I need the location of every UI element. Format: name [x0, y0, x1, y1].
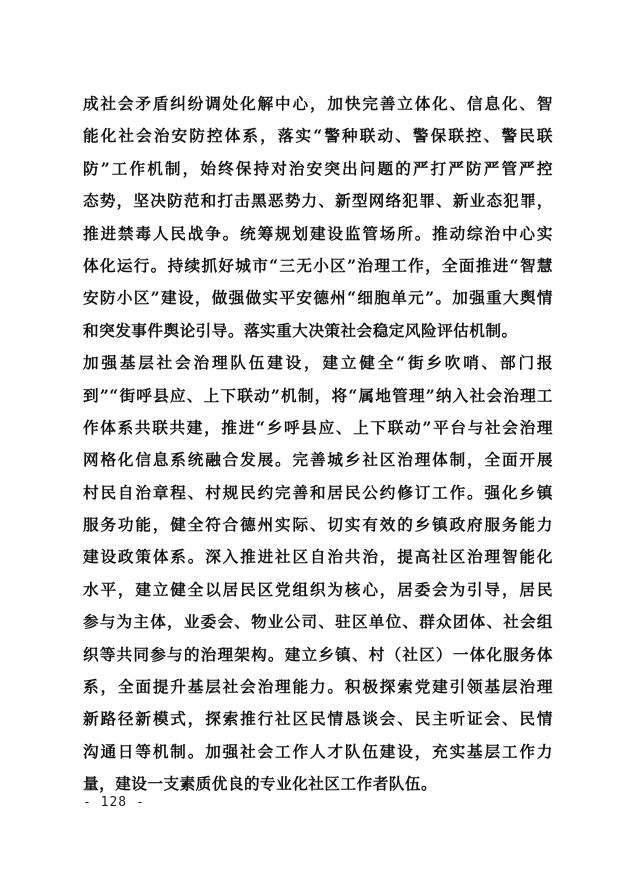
text-line-4: 态势，坚决防范和打击黑恶势力、新型网络犯罪、新业态犯罪，	[83, 191, 553, 211]
text-line-5: 推进禁毒人民战争。统筹规划建设监管场所。推动综治中心实	[83, 223, 553, 243]
text-line-22: 量，建设一支素质优良的专业化社区工作者队伍。	[83, 774, 438, 794]
text-line-9: 加强基层社会治理队伍建设，建立健全“街乡吹哨、部门报	[83, 353, 553, 373]
text-line-15: 建设政策体系。深入推进社区自治共治，提高社区治理智能化	[83, 547, 553, 567]
text-line-21: 沟通日等机制。加强社会工作人才队伍建设，充实基层工作力	[83, 741, 553, 761]
text-line-3: 防”工作机制，始终保持对治安突出问题的严打严防严管严控	[83, 158, 553, 178]
text-line-10: 到”“街呼县应、上下联动”机制，将“属地管理”纳入社会治理工	[83, 385, 553, 405]
text-line-16: 水平，建立健全以居民区党组织为核心，居委会为引导，居民	[83, 579, 553, 599]
text-line-19: 系，全面提升基层社会治理能力。积极探索党建引领基层治理	[83, 677, 553, 697]
text-line-1: 成社会矛盾纠纷调处化解中心，加快完善立体化、信息化、智	[83, 94, 553, 113]
text-line-17: 参与为主体，业委会、物业公司、驻区单位、群众团体、社会组	[83, 612, 553, 632]
text-line-7: 安防小区”建设，做强做实平安德州“细胞单元”。加强重大舆情	[83, 288, 553, 308]
text-line-12: 网格化信息系统融合发展。完善城乡社区治理体制，全面开展	[83, 450, 553, 470]
text-line-2: 能化社会治安防控体系，落实“警种联动、警保联控、警民联	[83, 126, 553, 146]
text-line-18: 织等共同参与的治理架构。建立乡镇、村（社区）一体化服务体	[83, 644, 553, 664]
text-line-13: 村民自治章程、村规民约完善和居民公约修订工作。强化乡镇	[83, 482, 553, 502]
page-number: - 128 -	[83, 795, 145, 810]
body-text	[83, 88, 553, 801]
text-line-11: 作体系共联共建，推进“乡呼县应、上下联动”平台与社会治理	[83, 417, 553, 437]
text-line-14: 服务功能，健全符合德州实际、切实有效的乡镇政府服务能力	[83, 515, 553, 535]
text-line-6: 体化运行。持续抓好城市“三无小区”治理工作，全面推进“智慧	[83, 255, 553, 275]
text-line-8: 和突发事件舆论引导。落实重大决策社会稳定风险评估机制。	[83, 320, 518, 340]
text-line-20: 新路径新模式，探索推行社区民情恳谈会、民主听证会、民情	[83, 709, 553, 729]
